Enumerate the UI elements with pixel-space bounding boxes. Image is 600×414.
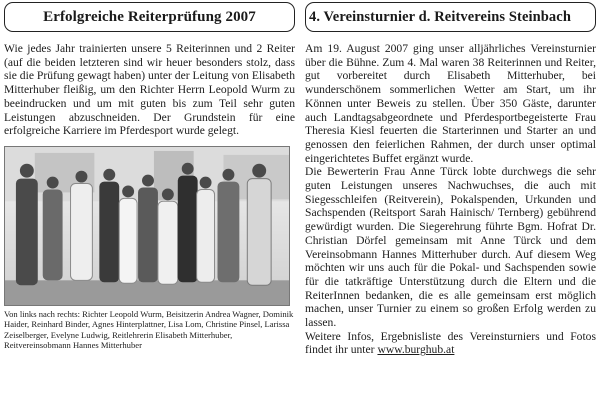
photo-caption: Von links nach rechts: Richter Leopold Wurm, Beisitzerin Andrea Wagner, Dominik Haider, Reinhard Binder, Agnes Hinterplattner, Lisa Lom, Christine Pinsel, Larissa Zeiselberger, Evelyne Ludwig, Reitlehrerin Elisabeth Mitterhuber, Reitvereinsobmann Hannes Mitterhuber xyxy=(4,308,294,351)
right-article xyxy=(305,2,596,357)
left-article-body: Wie jedes Jahr trainierten unsere 5 Reiterinnen und 2 Reiter (auf die beiden letzteren sind wir heuer besonders stolz, dass sie die Prüfung gewagt haben) unter der Leitung von Elisabeth Mitterhuber fleißig, um den Richter Herrn Leopold Wurm zu beeindrucken und um mit guten bis zum Teil sehr guten Leistungen abzuschneiden. Der Grundstein für eine erfolgreiche Karriere im Pferdesport wurde gelegt. xyxy=(4,42,295,138)
group-photo xyxy=(4,146,290,306)
right-article-paragraph-2: Die Bewerterin Frau Anne Türck lobte durchwegs die sehr guten Leistungen unseres Nachwuchses, die auch mit Siegesschleifen (Reitverein), Pokalspenden, Urkunden und Sachspenden (Reitsport Sarah Hainisch/ Ternberg) gebührend gewürdigt wurden. Die Siegerehrung führte Bgm. Hofrat Dr. Christian Dörfel gemeinsam mit Anne Türck und dem Vereinsobmann Hannes Mitterhuber durch. Auf diesem Weg möchten wir uns auch für die Pokal- und Sachspenden sowie für die tatkräftige Unterstützung durch die Eltern und die ReiterInnen bedanken, die es alle gemeinsam erst möglich machen, unser Turnier zu einem so großen Erfolg werden zu lassen. xyxy=(305,165,596,330)
right-article-paragraph-3 xyxy=(305,330,596,357)
left-article xyxy=(4,2,295,351)
right-article-paragraph-1: Am 19. August 2007 ging unser alljährliches Vereinsturnier über die Bühne. Zum 4. Mal waren 38 Reiterinnen und Reiter, gut vorbereitet durch Elisabeth Mitterhuber, bei wunderschönem sommerlichen Wetter am Start, um ihr Können unter Beweis zu stellen. Über 350 Gäste, darunter auch Landtagsabgeordnete und Pferdesportbegeisterte Frau Theresia Kiesl feuerten die Starterinnen und Starter an und genossen den feierlichen Rahmen, der durch unser optimal eingerichtetes Buffet ergänzt wurde. xyxy=(305,42,596,165)
website-link[interactable]: www.burghub.at xyxy=(377,343,455,357)
left-article-title: Erfolgreiche Reiterprüfung 2007 xyxy=(4,2,295,32)
info-text: Weitere Infos, Ergebnisliste des Vereinsturniers und Fotos findet ihr unter xyxy=(305,329,596,357)
right-article-title: 4. Vereinsturnier d. Reitvereins Steinbach xyxy=(305,2,596,32)
